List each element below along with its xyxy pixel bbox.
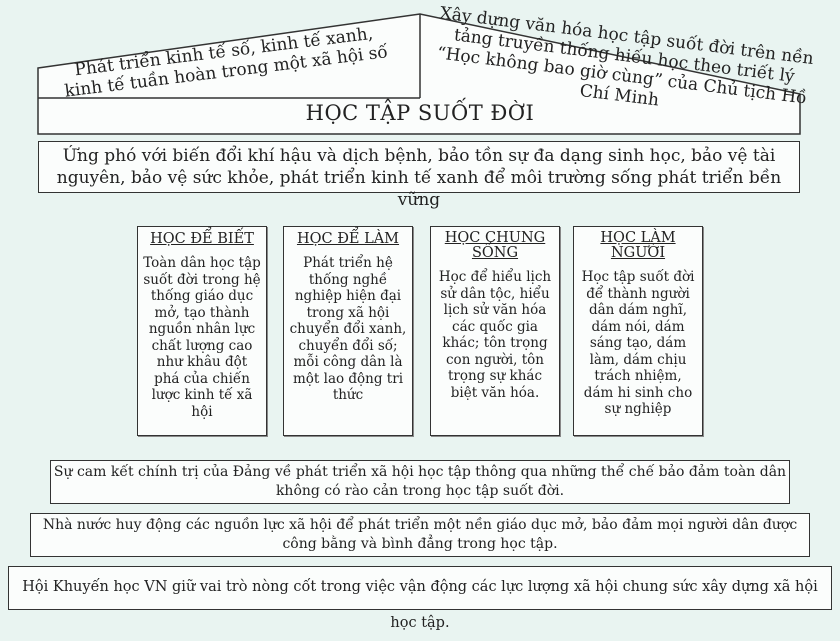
environment-box [38,141,800,210]
roof-title: HỌC TẬP SUỐT ĐỜI [305,101,535,125]
pillar-text: Học tập suốt đời để thành người dân dám nghĩ, dám nói, dám sáng tạo, dám làm, dám chịu trách nhiệm, dám hi sinh cho sự nghiệp [581,269,695,417]
pillar-hoc-chung-song [430,226,560,436]
foundation-hoi-khuyen-hoc [8,566,832,631]
roof-right-text: Xây dựng văn hóa học tập suốt đời trên nền tảng truyền thống hiếu học theo triết lý “Học không bao giờ cùng” của Chủ tịch Hồ Chí Minh [435,3,815,111]
pillar-text: Phát triển hệ thống nghề nghiệp hiện đại trong xã hội chuyển đổi xanh, chuyển đổi số; mỗi công dân là một lao động tri thức [289,255,407,403]
pillar-text: Học để hiểu lịch sử dân tộc, hiểu lịch sử văn hóa các quốc gia khác; tôn trọng con người, tôn trọng sự khác biệt văn hóa. [438,269,552,401]
foundation-text: Hội Khuyến học VN giữ vai trò nòng cốt trong việc vận động các lực lượng xã hội chung sức xây dựng xã hội học tập. [22,579,818,631]
environment-text: Ứng phó với biến đổi khí hậu và dịch bệnh, bảo tồn sự đa dạng sinh học, bảo vệ tài nguyên, bảo vệ sức khỏe, phát triển kinh tế xanh để môi trường sống phát triển bền vững [56,146,782,210]
foundation-text: Sự cam kết chính trị của Đảng về phát triển xã hội học tập thông qua những thể chế bảo đảm toàn dân không có rào cản trong học tập suốt đời. [53,464,787,499]
pillar-hoc-de-lam [283,226,413,436]
foundation-party-commitment [50,460,790,504]
roof-left-text: Phát triển kinh tế số, kinh tế xanh, kinh tế tuần hoàn trong một xã hội số [63,23,389,102]
pillar-hoc-lam-nguoi [573,226,703,436]
foundation-state-resources [30,513,810,557]
pillar-title: HỌC CHUNG SỐNG [444,230,546,261]
pillar-text: Toàn dân học tập suốt đời trong hệ thống giáo dục mở, tạo thành nguồn nhân lực chất lượng cao như khâu đột phá của chiến lược kinh tế xã hội [143,255,261,420]
foundation-text: Nhà nước huy động các nguồn lực xã hội để phát triển một nền giáo dục mở, bảo đảm mọi người dân được công bằng và bình đẳng trong học tập. [42,517,798,552]
pillar-title: HỌC LÀM NGƯỜI [600,230,676,261]
pillar-title: HỌC ĐỂ BIẾT [150,231,254,247]
pillar-title: HỌC ĐỂ LÀM [296,231,400,247]
pillar-hoc-de-biet [137,226,267,436]
